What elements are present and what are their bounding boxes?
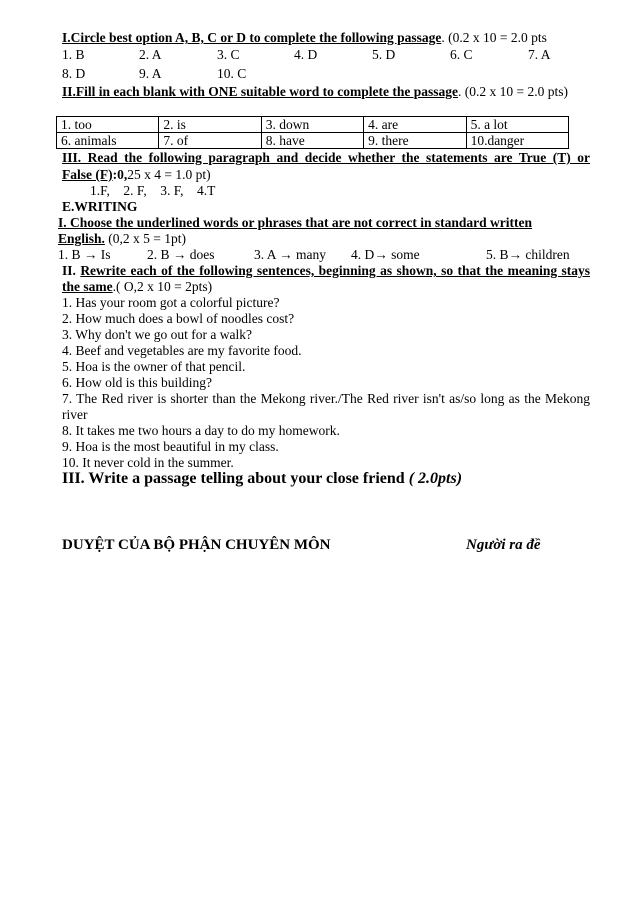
table-cell: 2. is (159, 117, 261, 133)
writing-sec1-heading-line2 (58, 231, 186, 247)
list-item: 3. Why don't we go out for a walk? (62, 327, 253, 342)
writing-sec1-answers (58, 247, 598, 263)
list-item: 6. How old is this building? (62, 375, 213, 390)
part3-heading-end: False (F) (62, 167, 113, 182)
rewrite-sentence-list (62, 295, 590, 471)
answer-8: 8. D (62, 66, 86, 81)
list-item: 1. Has your room got a colorful picture? (62, 295, 280, 310)
writing-title: E.WRITING (62, 199, 138, 214)
list-item: 2. How much does a bowl of noodles cost? (62, 311, 295, 326)
part1-score: . (0.2 x 10 = 2.0 pts (441, 30, 547, 45)
correction-2: 2. B → does (147, 247, 215, 262)
part2-score: . (0.2 x 10 = 2.0 pts) (458, 84, 569, 99)
answer-9: 9. A (139, 66, 162, 81)
correction-3: 3. A → many (254, 247, 327, 262)
part1-heading-line (62, 30, 547, 46)
writing-sec2-score: .( O,2 x 10 = 2pts) (112, 279, 213, 294)
part3-score-bold: :0, (112, 167, 128, 182)
answer-1: 1. B (62, 47, 85, 62)
list-item: 8. It takes me two hours a day to do my homework. (62, 423, 340, 438)
table-cell: 6. animals (57, 133, 159, 149)
writing-sec2-number: II. (62, 263, 81, 278)
table-cell: 3. down (261, 117, 363, 133)
part3-heading-line2 (62, 167, 211, 183)
list-item: 7. The Red river is shorter than the Mekong river./The Red river isn't as/so long as the Mekong (62, 391, 590, 406)
answer-7: 7. A (528, 47, 551, 62)
part3-answers: 1.F, 2. F, 3. F, 4.T (90, 183, 216, 198)
table-cell: 4. are (364, 117, 466, 133)
answer-3: 3. C (217, 47, 240, 62)
part3-heading-line1: III. Read the following paragraph and decide whether the statements are True (T) or (62, 150, 590, 165)
table-cell: 9. there (364, 133, 466, 149)
list-item: 9. Hoa is the most beautiful in my class. (62, 439, 279, 454)
table-cell: 1. too (57, 117, 159, 133)
writing-sec2-heading-line2 (62, 279, 212, 295)
answer-2: 2. A (139, 47, 162, 62)
correction-4: 4. D→ some (351, 247, 420, 262)
footer-author: Người ra đề (466, 537, 541, 553)
writing-sec2-heading-end: the same (62, 279, 113, 294)
writing-sec1-heading-line1: I. Choose the underlined words or phrases that are not correct in standard written (58, 215, 532, 230)
correction-5: 5. B→ children (486, 247, 570, 262)
table-row (57, 117, 569, 133)
table-cell: 7. of (159, 133, 261, 149)
part2-heading-line (62, 84, 568, 100)
writing-sec2-heading: Rewrite each of the following sentences, beginning as shown, so that the meaning stays (80, 263, 591, 278)
list-item: 10. It never cold in the summer. (62, 455, 234, 470)
answer-4: 4. D (294, 47, 318, 62)
writing-sec3-heading: III. Write a passage telling about your close friend (62, 470, 409, 487)
table-cell: 10.danger (466, 133, 568, 149)
answer-6: 6. C (450, 47, 473, 62)
writing-sec3-heading-line (62, 469, 462, 488)
table-cell: 8. have (261, 133, 363, 149)
writing-sec3-score: ( 2.0pts) (408, 470, 463, 487)
answer-10: 10. C (217, 66, 247, 81)
list-item: 4. Beef and vegetables are my favorite food. (62, 343, 302, 358)
part2-heading: II.Fill in each blank with ONE suitable word to complete the passage (62, 84, 459, 99)
writing-sec1-heading-end: English. (58, 231, 105, 246)
writing-sec2-heading-line1 (62, 263, 590, 279)
footer-approval: DUYỆT CỦA BỘ PHẬN CHUYÊN MÔN (62, 537, 331, 553)
list-item: 5. Hoa is the owner of that pencil. (62, 359, 246, 374)
writing-sec1-score: (0,2 x 5 = 1pt) (104, 231, 187, 246)
answer-5: 5. D (372, 47, 396, 62)
correction-1: 1. B → Is (58, 247, 111, 262)
fill-blank-table (56, 116, 569, 149)
part1-heading: I.Circle best option A, B, C or D to complete the following passage (62, 30, 442, 45)
table-row (57, 133, 569, 149)
list-item: river (62, 407, 88, 422)
table-cell: 5. a lot (466, 117, 568, 133)
part3-score: 25 x 4 = 1.0 pt) (127, 167, 211, 182)
